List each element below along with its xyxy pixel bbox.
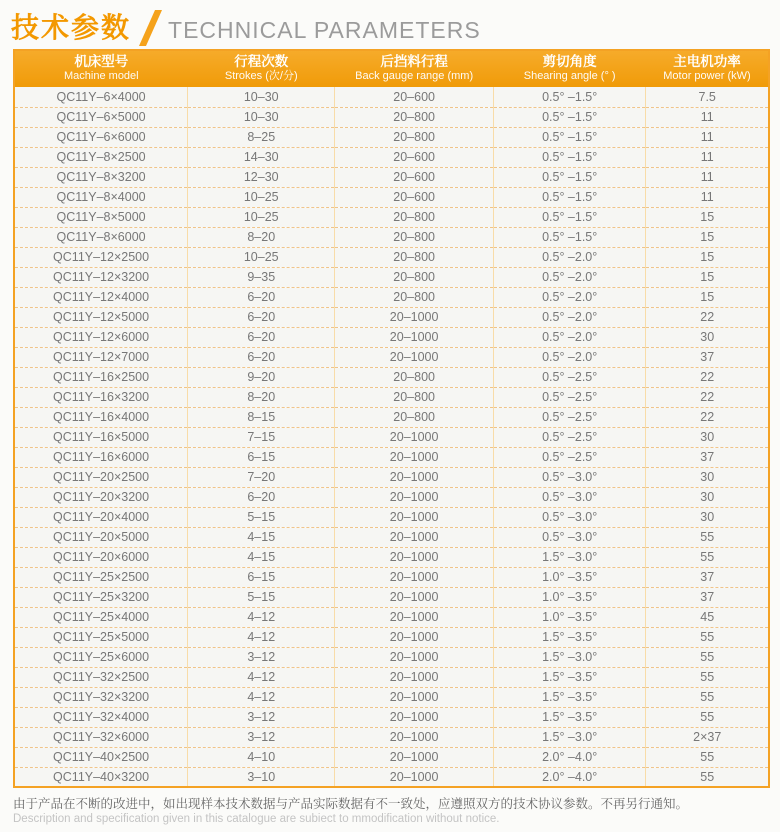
table-cell: 3–10 [188, 767, 335, 787]
table-header-row [14, 50, 769, 87]
column-header-shearing-angle [493, 50, 646, 87]
table-cell: QC11Y–6×6000 [14, 127, 188, 147]
table-cell: 20–1000 [335, 307, 494, 327]
table-row [14, 747, 769, 767]
table-cell: 5–15 [188, 587, 335, 607]
table-cell: 10–25 [188, 187, 335, 207]
table-cell: 4–12 [188, 667, 335, 687]
table-cell: QC11Y–20×2500 [14, 467, 188, 487]
column-header-strokes [188, 50, 335, 87]
table-cell: 6–20 [188, 347, 335, 367]
table-cell: 11 [646, 107, 769, 127]
table-cell: 55 [646, 647, 769, 667]
table-cell: 20–800 [335, 387, 494, 407]
table-cell: QC11Y–20×3200 [14, 487, 188, 507]
table-row [14, 547, 769, 567]
table-cell: 2.0° –4.0° [493, 767, 646, 787]
column-header-zh: 后挡料行程 [380, 54, 448, 69]
column-header-zh: 剪切角度 [542, 54, 597, 69]
table-cell: 20–800 [335, 227, 494, 247]
table-cell: 55 [646, 527, 769, 547]
table-cell: QC11Y–32×2500 [14, 667, 188, 687]
table-cell: 1.5° –3.5° [493, 707, 646, 727]
table-cell: 20–800 [335, 367, 494, 387]
table-cell: 20–1000 [335, 487, 494, 507]
table-cell: 2×37 [646, 727, 769, 747]
table-cell: QC11Y–12×3200 [14, 267, 188, 287]
table-row [14, 327, 769, 347]
table-cell: 0.5° –3.0° [493, 507, 646, 527]
table-row [14, 447, 769, 467]
table-cell: 3–12 [188, 707, 335, 727]
table-cell: 30 [646, 427, 769, 447]
table-cell: QC11Y–16×4000 [14, 407, 188, 427]
table-cell: 20–800 [335, 407, 494, 427]
table-cell: 20–1000 [335, 467, 494, 487]
column-header-back-gauge-range [335, 50, 494, 87]
page-title-english: TECHNICAL PARAMETERS [168, 17, 481, 43]
table-cell: 1.0° –3.5° [493, 607, 646, 627]
table-cell: 8–25 [188, 127, 335, 147]
table-cell: 20–600 [335, 167, 494, 187]
table-cell: 45 [646, 607, 769, 627]
table-row [14, 87, 769, 107]
table-cell: 3–12 [188, 727, 335, 747]
table-cell: 20–600 [335, 87, 494, 107]
title-slash-icon [139, 10, 162, 46]
table-cell: QC11Y–40×3200 [14, 767, 188, 787]
column-header-en: Strokes (次/分) [224, 70, 298, 82]
table-row [14, 407, 769, 427]
table-row [14, 767, 769, 787]
table-cell: 10–30 [188, 107, 335, 127]
table-cell: 15 [646, 227, 769, 247]
table-cell: 20–1000 [335, 427, 494, 447]
table-cell: 6–15 [188, 447, 335, 467]
table-cell: QC11Y–12×7000 [14, 347, 188, 367]
table-cell: 0.5° –3.0° [493, 527, 646, 547]
table-cell: 10–25 [188, 207, 335, 227]
table-cell: 0.5° –1.5° [493, 147, 646, 167]
table-cell: 55 [646, 667, 769, 687]
table-cell: 0.5° –3.0° [493, 487, 646, 507]
table-cell: 9–20 [188, 367, 335, 387]
table-cell: 8–20 [188, 387, 335, 407]
table-cell: 11 [646, 147, 769, 167]
table-cell: QC11Y–20×6000 [14, 547, 188, 567]
table-cell: QC11Y–25×4000 [14, 607, 188, 627]
table-row [14, 107, 769, 127]
table-cell: 15 [646, 287, 769, 307]
table-cell: 4–15 [188, 547, 335, 567]
table-cell: 5–15 [188, 507, 335, 527]
table-cell: 22 [646, 367, 769, 387]
page-title-chinese: 技术参数 [11, 12, 132, 43]
table-cell: QC11Y–12×5000 [14, 307, 188, 327]
table-cell: 0.5° –2.5° [493, 367, 646, 387]
table-cell: 14–30 [188, 147, 335, 167]
table-row [14, 627, 769, 647]
table-cell: 1.5° –3.5° [493, 627, 646, 647]
table-cell: 6–20 [188, 327, 335, 347]
table-header [14, 50, 769, 87]
table-row [14, 427, 769, 447]
table-cell: 6–15 [188, 567, 335, 587]
table-row [14, 507, 769, 527]
table-row [14, 647, 769, 667]
table-cell: QC11Y–12×6000 [14, 327, 188, 347]
table-row [14, 527, 769, 547]
table-row [14, 567, 769, 587]
table-cell: 20–1000 [335, 567, 494, 587]
table-cell: 12–30 [188, 167, 335, 187]
table-cell: 22 [646, 407, 769, 427]
table-cell: 20–1000 [335, 507, 494, 527]
table-cell: 37 [646, 587, 769, 607]
table-cell: QC11Y–8×6000 [14, 227, 188, 247]
table-cell: QC11Y–40×2500 [14, 747, 188, 767]
table-cell: 2.0° –4.0° [493, 747, 646, 767]
table-cell: 20–800 [335, 287, 494, 307]
table-row [14, 687, 769, 707]
table-row [14, 207, 769, 227]
table-cell: 15 [646, 207, 769, 227]
table-cell: QC11Y–16×3200 [14, 387, 188, 407]
table-cell: 20–1000 [335, 727, 494, 747]
table-cell: 15 [646, 247, 769, 267]
table-cell: 8–15 [188, 407, 335, 427]
table-cell: 8–20 [188, 227, 335, 247]
table-cell: 11 [646, 187, 769, 207]
table-cell: 0.5° –3.0° [493, 467, 646, 487]
table-cell: 7–15 [188, 427, 335, 447]
table-cell: 20–1000 [335, 327, 494, 347]
table-cell: 20–800 [335, 127, 494, 147]
table-cell: QC11Y–25×3200 [14, 587, 188, 607]
table-cell: 0.5° –2.5° [493, 447, 646, 467]
table-cell: 7–20 [188, 467, 335, 487]
table-cell: 1.5° –3.5° [493, 687, 646, 707]
disclaimer [13, 796, 769, 827]
table-cell: QC11Y–6×4000 [14, 87, 188, 107]
table-row [14, 667, 769, 687]
table-cell: 0.5° –2.0° [493, 287, 646, 307]
table-cell: 55 [646, 627, 769, 647]
table-cell: 0.5° –1.5° [493, 167, 646, 187]
table-cell: 20–1000 [335, 647, 494, 667]
table-cell: QC11Y–32×4000 [14, 707, 188, 727]
table-row [14, 387, 769, 407]
table-cell: 4–10 [188, 747, 335, 767]
table-cell: 11 [646, 167, 769, 187]
table-cell: 0.5° –1.5° [493, 107, 646, 127]
table-cell: 20–1000 [335, 767, 494, 787]
table-cell: 20–600 [335, 187, 494, 207]
table-cell: 20–1000 [335, 347, 494, 367]
table-cell: 10–30 [188, 87, 335, 107]
column-header-zh: 机床型号 [74, 54, 129, 69]
table-cell: 1.0° –3.5° [493, 587, 646, 607]
table-cell: 20–800 [335, 247, 494, 267]
table-cell: 6–20 [188, 307, 335, 327]
table-cell: 9–35 [188, 267, 335, 287]
table-cell: QC11Y–20×4000 [14, 507, 188, 527]
table-cell: 20–1000 [335, 587, 494, 607]
table-row [14, 127, 769, 147]
table-row [14, 227, 769, 247]
table-cell: 20–1000 [335, 547, 494, 567]
table-cell: 20–1000 [335, 667, 494, 687]
table-cell: 4–12 [188, 607, 335, 627]
table-cell: QC11Y–8×4000 [14, 187, 188, 207]
table-cell: 10–25 [188, 247, 335, 267]
table-cell: QC11Y–8×5000 [14, 207, 188, 227]
table-cell: 20–1000 [335, 627, 494, 647]
table-cell: 55 [646, 767, 769, 787]
table-cell: QC11Y–12×4000 [14, 287, 188, 307]
table-cell: 20–1000 [335, 747, 494, 767]
table-cell: 0.5° –1.5° [493, 87, 646, 107]
table-cell: 0.5° –2.0° [493, 267, 646, 287]
table-row [14, 607, 769, 627]
table-cell: 37 [646, 347, 769, 367]
table-cell: QC11Y–20×5000 [14, 527, 188, 547]
table-cell: 11 [646, 127, 769, 147]
table-cell: QC11Y–25×5000 [14, 627, 188, 647]
column-header-zh: 行程次数 [234, 54, 289, 69]
table-cell: 0.5° –1.5° [493, 207, 646, 227]
table-cell: QC11Y–12×2500 [14, 247, 188, 267]
table-cell: 1.0° –3.5° [493, 567, 646, 587]
table-cell: 0.5° –2.0° [493, 307, 646, 327]
table-cell: 20–800 [335, 107, 494, 127]
table-cell: 4–15 [188, 527, 335, 547]
table-row [14, 247, 769, 267]
table-cell: 7.5 [646, 87, 769, 107]
table-cell: 0.5° –1.5° [493, 187, 646, 207]
table-body [14, 87, 769, 787]
technical-parameters-table [13, 49, 770, 788]
table-cell: 6–20 [188, 287, 335, 307]
table-row [14, 347, 769, 367]
table-row [14, 147, 769, 167]
disclaimer-chinese: 由于产品在不断的改进中，如出现样本技术数据与产品实际数据有不一致处，应遵照双方的技术协议参数。不再另行通知。 [13, 797, 689, 811]
table-cell: QC11Y–6×5000 [14, 107, 188, 127]
column-header-en: Motor power (kW) [663, 70, 751, 82]
table-row [14, 187, 769, 207]
table-row [14, 727, 769, 747]
table-cell: 1.5° –3.0° [493, 547, 646, 567]
table-cell: QC11Y–32×3200 [14, 687, 188, 707]
table-cell: 15 [646, 267, 769, 287]
table-cell: QC11Y–8×2500 [14, 147, 188, 167]
table-row [14, 287, 769, 307]
table-cell: 22 [646, 387, 769, 407]
table-cell: 55 [646, 687, 769, 707]
table-cell: 0.5° –2.0° [493, 327, 646, 347]
table-row [14, 467, 769, 487]
table-cell: QC11Y–16×5000 [14, 427, 188, 447]
table-cell: 20–800 [335, 267, 494, 287]
table-cell: 37 [646, 567, 769, 587]
table-cell: 30 [646, 467, 769, 487]
table-cell: 4–12 [188, 627, 335, 647]
table-cell: 0.5° –2.5° [493, 407, 646, 427]
table-cell: 3–12 [188, 647, 335, 667]
table-cell: 4–12 [188, 687, 335, 707]
table-row [14, 367, 769, 387]
table-cell: 0.5° –2.5° [493, 427, 646, 447]
table-row [14, 707, 769, 727]
column-header-en: Back gauge range (mm) [355, 70, 474, 82]
table-cell: QC11Y–16×2500 [14, 367, 188, 387]
table-cell: QC11Y–16×6000 [14, 447, 188, 467]
page-title [11, 6, 769, 46]
table-cell: 6–20 [188, 487, 335, 507]
table-cell: 22 [646, 307, 769, 327]
column-header-en: Machine model [64, 70, 139, 82]
table-cell: 20–1000 [335, 607, 494, 627]
disclaimer-english: Description and specification given in this catalogue are subiect to mmodification without notice. [13, 813, 500, 825]
table-cell: 0.5° –2.0° [493, 247, 646, 267]
table-row [14, 167, 769, 187]
table-row [14, 587, 769, 607]
table-cell: 20–800 [335, 207, 494, 227]
table-cell: 0.5° –1.5° [493, 227, 646, 247]
table-cell: 0.5° –2.5° [493, 387, 646, 407]
table-row [14, 267, 769, 287]
table-cell: QC11Y–8×3200 [14, 167, 188, 187]
column-header-en: Shearing angle (° ) [523, 70, 616, 82]
table-cell: 30 [646, 487, 769, 507]
table-cell: QC11Y–25×6000 [14, 647, 188, 667]
table-cell: 20–1000 [335, 447, 494, 467]
table-cell: 20–1000 [335, 687, 494, 707]
table-cell: 20–600 [335, 147, 494, 167]
table-cell: 30 [646, 507, 769, 527]
table-cell: 20–1000 [335, 527, 494, 547]
table-cell: 55 [646, 747, 769, 767]
table-cell: 1.5° –3.0° [493, 727, 646, 747]
table-cell: 0.5° –1.5° [493, 127, 646, 147]
table-cell: 0.5° –2.0° [493, 347, 646, 367]
table-row [14, 487, 769, 507]
table-cell: 37 [646, 447, 769, 467]
table-cell: 55 [646, 547, 769, 567]
table-cell: 20–1000 [335, 707, 494, 727]
column-header-machine-model [14, 50, 188, 87]
table-cell: 55 [646, 707, 769, 727]
table-cell: QC11Y–32×6000 [14, 727, 188, 747]
column-header-zh: 主电机功率 [673, 54, 741, 69]
column-header-motor-power [646, 50, 769, 87]
table-cell: QC11Y–25×2500 [14, 567, 188, 587]
table-cell: 1.5° –3.0° [493, 647, 646, 667]
table-row [14, 307, 769, 327]
table-cell: 1.5° –3.5° [493, 667, 646, 687]
table-cell: 30 [646, 327, 769, 347]
